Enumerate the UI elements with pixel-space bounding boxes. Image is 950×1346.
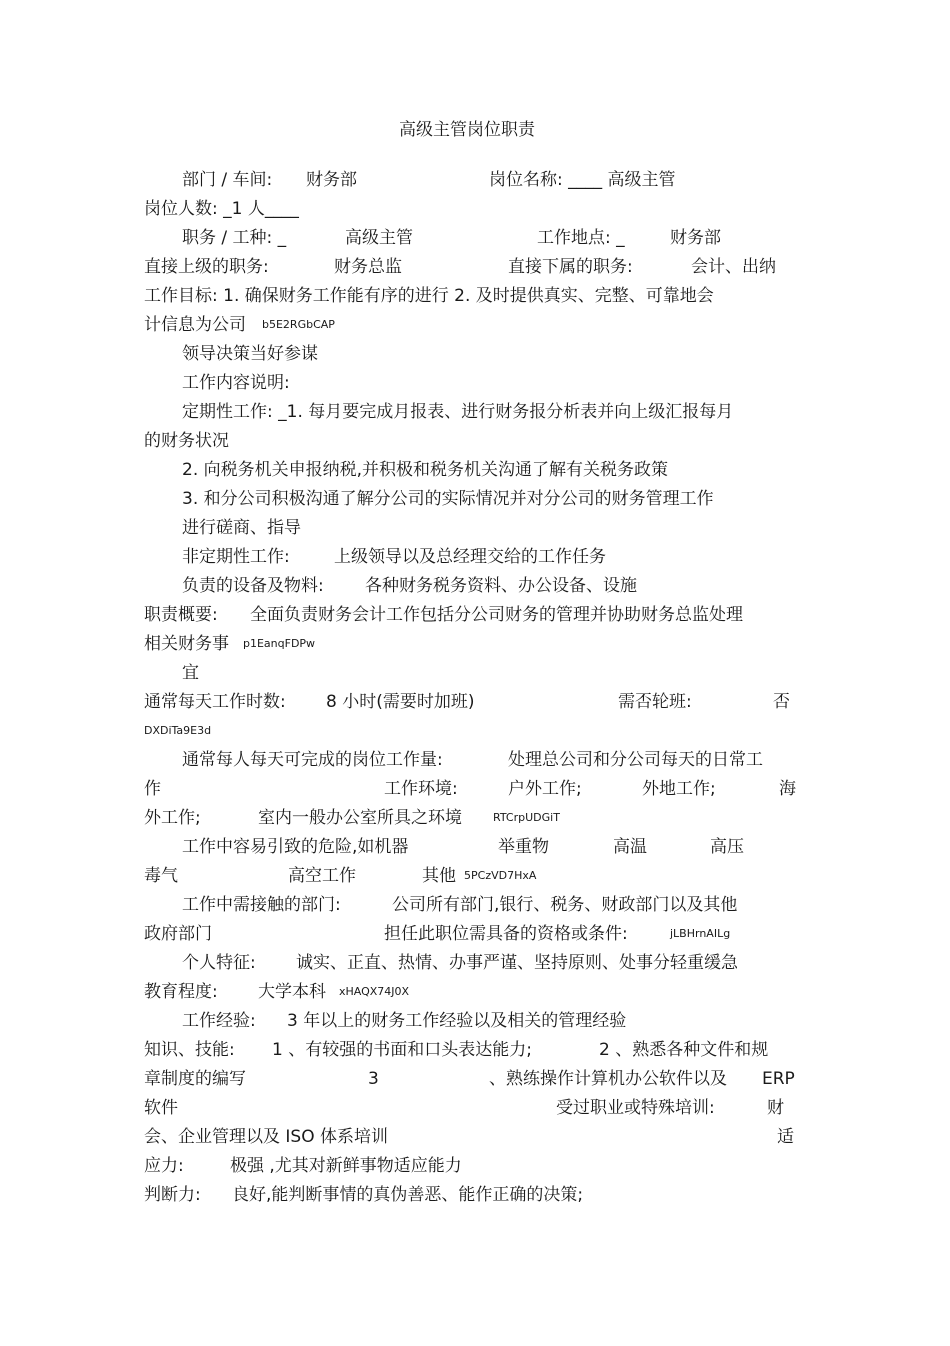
text-line bbox=[0, 1094, 950, 1122]
text-segment: 职务 / 工种: _ bbox=[182, 228, 287, 248]
text-segment: 会、企业管理以及 ISO 体系培训 bbox=[144, 1127, 388, 1147]
text-segment: 其他 bbox=[422, 866, 456, 886]
text-segment: 作 bbox=[144, 779, 161, 799]
text-segment: 通常每天工作时数: bbox=[144, 692, 286, 712]
text-segment: 工作中容易引致的危险,如机器 bbox=[182, 837, 409, 857]
text-line bbox=[0, 775, 950, 803]
text-line bbox=[0, 543, 950, 571]
text-segment: 外工作; bbox=[144, 808, 201, 828]
text-segment: 财务部 bbox=[306, 170, 357, 190]
text-segment: 3. 和分公司积极沟通了解分公司的实际情况并对分公司的财务管理工作 bbox=[182, 489, 714, 509]
text-line bbox=[0, 282, 950, 310]
text-segment: 高级主管岗位职责 bbox=[399, 120, 535, 140]
text-segment: 需否轮班: bbox=[618, 692, 692, 712]
text-segment: 极强 ,尤其对新鲜事物适应能力 bbox=[230, 1156, 462, 1176]
text-line bbox=[0, 311, 950, 339]
text-line bbox=[0, 340, 950, 368]
text-line bbox=[0, 630, 950, 658]
text-segment: 直接上级的职务: bbox=[144, 257, 269, 277]
text-segment: 的财务状况 bbox=[144, 431, 229, 451]
text-line bbox=[0, 862, 950, 890]
watermark-code: jLBHrnAILg bbox=[670, 927, 731, 940]
text-segment: 财务总监 bbox=[334, 257, 402, 277]
text-segment: 财 bbox=[767, 1098, 784, 1118]
document-title bbox=[0, 116, 950, 144]
text-segment: 3 bbox=[368, 1069, 379, 1089]
text-segment: 海 bbox=[779, 779, 796, 799]
text-line bbox=[0, 949, 950, 977]
text-segment: 适 bbox=[777, 1127, 794, 1147]
text-line bbox=[0, 514, 950, 542]
text-segment: 财务部 bbox=[670, 228, 721, 248]
text-line bbox=[0, 224, 950, 252]
text-segment: 否 bbox=[773, 692, 790, 712]
text-segment: 软件 bbox=[144, 1098, 178, 1118]
text-segment: 会计、出纳 bbox=[691, 257, 776, 277]
text-segment: 2. 向税务机关申报纳税,并积极和税务机关沟通了解有关税务政策 bbox=[182, 460, 669, 480]
text-line bbox=[0, 1036, 950, 1064]
watermark-code: 5PCzVD7HxA bbox=[464, 869, 537, 882]
text-segment: 高压 bbox=[710, 837, 744, 857]
text-segment: 2 、熟悉各种文件和规 bbox=[599, 1040, 769, 1060]
text-segment: 定期性工作: _1. 每月要完成月报表、进行财务报分析表并向上级汇报每月 bbox=[182, 402, 734, 422]
text-segment: 相关财务事 bbox=[144, 634, 229, 654]
text-line bbox=[0, 717, 950, 745]
text-segment: 工作目标: 1. 确保财务工作能有序的进行 2. 及时提供真实、完整、可靠地会 bbox=[144, 286, 714, 306]
text-segment: 8 小时(需要时加班) bbox=[326, 692, 475, 712]
text-line bbox=[0, 978, 950, 1006]
text-line bbox=[0, 485, 950, 513]
watermark-code: RTCrpUDGiT bbox=[493, 811, 560, 824]
text-segment: 直接下属的职务: bbox=[508, 257, 633, 277]
text-segment: 非定期性工作: bbox=[182, 547, 290, 567]
text-segment: 良好,能判断事情的真伪善恶、能作正确的决策; bbox=[232, 1185, 584, 1205]
text-segment: 3 年以上的财务工作经验以及相关的管理经验 bbox=[287, 1011, 627, 1031]
watermark-code: xHAQX74J0X bbox=[339, 985, 410, 998]
text-line bbox=[0, 688, 950, 716]
text-line bbox=[0, 398, 950, 426]
text-segment: 毒气 bbox=[144, 866, 178, 886]
text-line bbox=[0, 1123, 950, 1151]
text-line bbox=[0, 166, 950, 194]
text-segment: 受过职业或特殊培训: bbox=[556, 1098, 715, 1118]
text-segment: 岗位人数: _1 人____ bbox=[144, 199, 299, 219]
text-line bbox=[0, 659, 950, 687]
text-segment: 高级主管 bbox=[345, 228, 413, 248]
text-segment: 公司所有部门,银行、税务、财政部门以及其他 bbox=[392, 895, 738, 915]
text-segment: 教育程度: bbox=[144, 982, 218, 1002]
text-segment: 外地工作; bbox=[642, 779, 716, 799]
text-line bbox=[0, 369, 950, 397]
text-line bbox=[0, 746, 950, 774]
text-segment: 担任此职位需具备的资格或条件: bbox=[384, 924, 628, 944]
text-segment: 高温 bbox=[613, 837, 647, 857]
text-segment: 应力: bbox=[144, 1156, 184, 1176]
text-line bbox=[0, 804, 950, 832]
text-segment: 工作中需接触的部门: bbox=[182, 895, 341, 915]
text-segment: 诚实、正直、热情、办事严谨、坚持原则、处事分轻重缓急 bbox=[296, 953, 738, 973]
text-segment: 章制度的编写 bbox=[144, 1069, 246, 1089]
text-line bbox=[0, 920, 950, 948]
text-line bbox=[0, 572, 950, 600]
text-segment: 通常每人每天可完成的岗位工作量: bbox=[182, 750, 443, 770]
text-line bbox=[0, 891, 950, 919]
text-segment: 室内一般办公室所具之环境 bbox=[258, 808, 462, 828]
text-segment: 户外工作; bbox=[508, 779, 582, 799]
text-segment: 部门 / 车间: bbox=[182, 170, 273, 190]
text-segment: 上级领导以及总经理交给的工作任务 bbox=[334, 547, 606, 567]
text-line bbox=[0, 456, 950, 484]
text-segment: ERP bbox=[762, 1069, 795, 1089]
text-line bbox=[0, 601, 950, 629]
text-line bbox=[0, 253, 950, 281]
text-line bbox=[0, 1007, 950, 1035]
text-line bbox=[0, 427, 950, 455]
text-line bbox=[0, 195, 950, 223]
text-segment: 举重物 bbox=[498, 837, 549, 857]
text-segment: 各种财务税务资料、办公设备、设施 bbox=[365, 576, 637, 596]
text-segment: 大学本科 bbox=[258, 982, 326, 1002]
text-segment: 岗位名称: ____ 高级主管 bbox=[489, 170, 676, 190]
text-segment: 职责概要: bbox=[144, 605, 218, 625]
watermark-code: p1EanqFDPw bbox=[243, 637, 316, 650]
text-segment: 负责的设备及物料: bbox=[182, 576, 324, 596]
text-line bbox=[0, 1181, 950, 1209]
text-segment: 政府部门 bbox=[144, 924, 212, 944]
text-segment: 高空工作 bbox=[288, 866, 356, 886]
text-segment: 个人特征: bbox=[182, 953, 256, 973]
text-segment: 、熟练操作计算机办公软件以及 bbox=[489, 1069, 727, 1089]
text-segment: 1 、有较强的书面和口头表达能力; bbox=[272, 1040, 532, 1060]
text-segment: 工作地点: _ bbox=[537, 228, 625, 248]
text-segment: 领导决策当好参谋 bbox=[182, 344, 318, 364]
text-segment: 处理总公司和分公司每天的日常工 bbox=[508, 750, 763, 770]
text-segment: 工作经验: bbox=[182, 1011, 256, 1031]
text-segment: 进行磋商、指导 bbox=[182, 518, 301, 538]
text-segment: 宜 bbox=[182, 663, 199, 683]
text-segment: 全面负责财务会计工作包括分公司财务的管理并协助财务总监处理 bbox=[250, 605, 743, 625]
watermark-code: b5E2RGbCAP bbox=[262, 318, 335, 331]
text-line bbox=[0, 1152, 950, 1180]
watermark-code: DXDiTa9E3d bbox=[144, 724, 212, 737]
text-line bbox=[0, 833, 950, 861]
text-segment: 判断力: bbox=[144, 1185, 201, 1205]
text-segment: 计信息为公司 bbox=[144, 315, 246, 335]
text-segment: 工作环境: bbox=[384, 779, 458, 799]
text-segment: 知识、技能: bbox=[144, 1040, 235, 1060]
text-line bbox=[0, 1065, 950, 1093]
text-segment: 工作内容说明: bbox=[182, 373, 290, 393]
